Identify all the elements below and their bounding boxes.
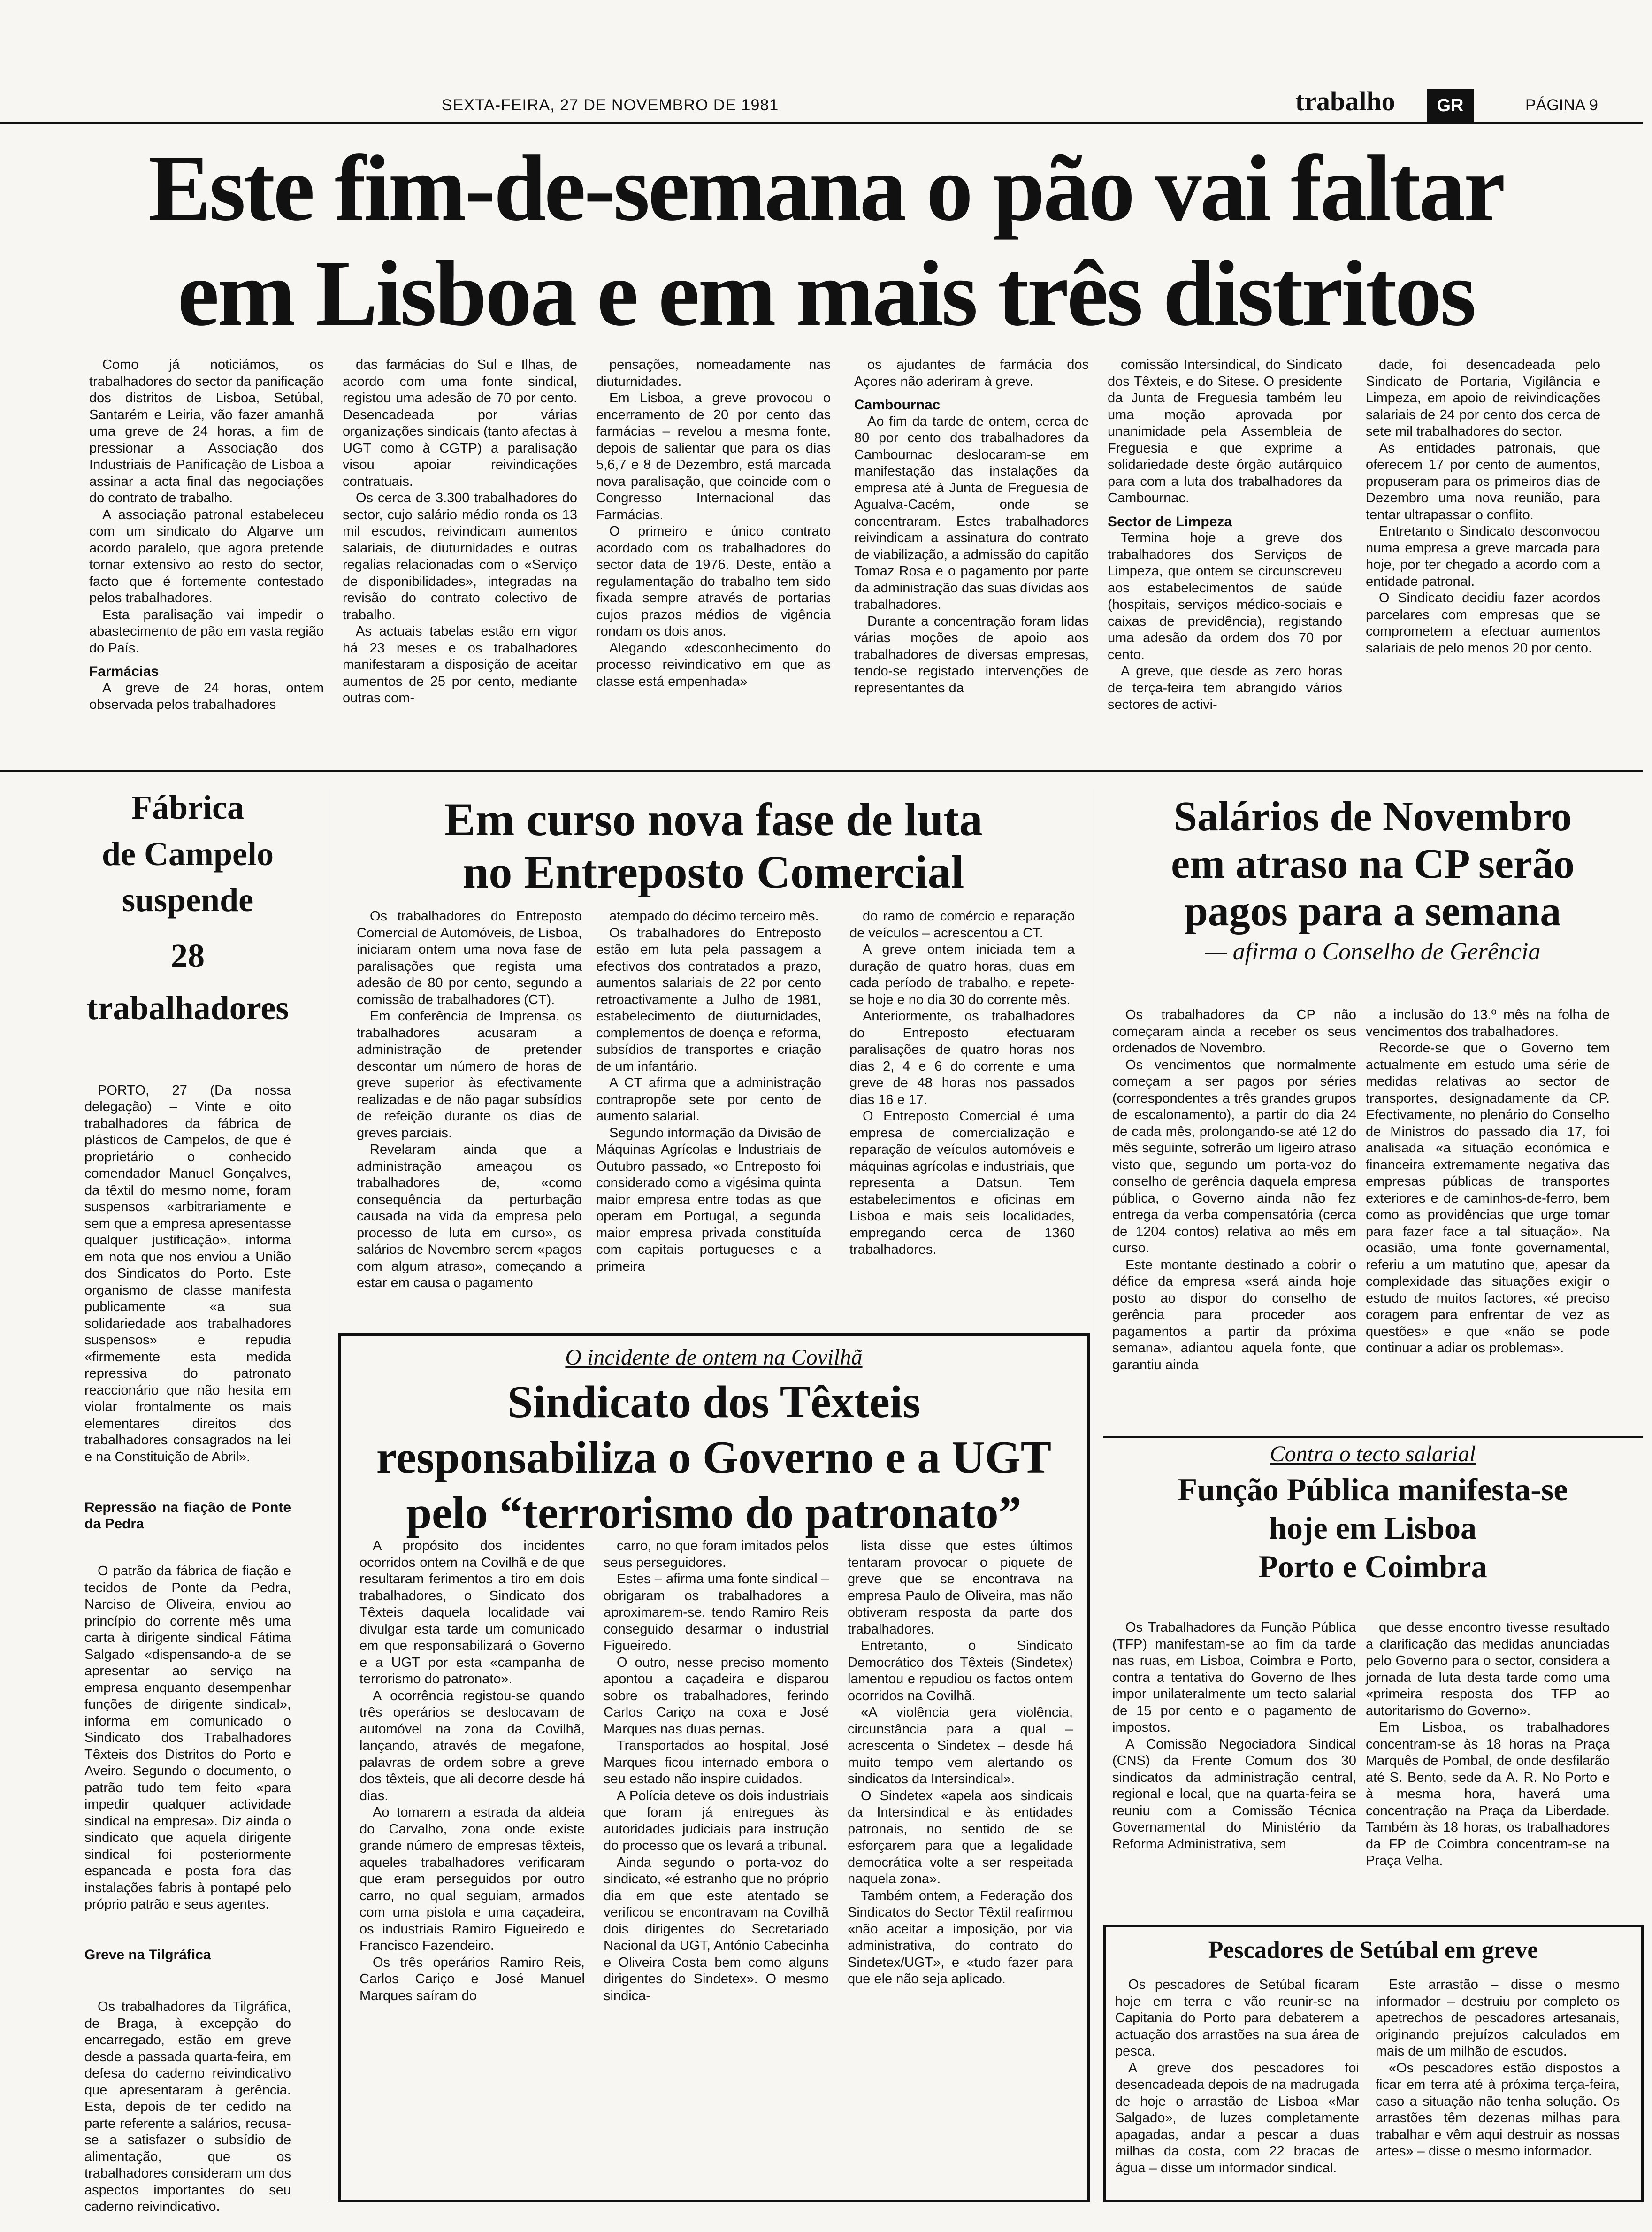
campelo-headline-line: suspende xyxy=(122,881,254,919)
text-column xyxy=(1366,1007,1610,1429)
paragraph: Entretanto, o Sindicato Democrático dos Têxteis (Sindetex) lamentou e repudiou os factos ontem ocorridos na Covilhã. xyxy=(848,1638,1073,1703)
entreposto-headline-line: no Entreposto Comercial xyxy=(462,846,964,898)
funcao-headline-line: hoje em Lisboa xyxy=(1269,1510,1476,1546)
newspaper-section-brand: trabalho xyxy=(1295,86,1395,116)
paragraph: a inclusão do 13.º mês na folha de vencimentos dos trabalhadores. xyxy=(1366,1007,1610,1039)
paragraph: As entidades patronais, que oferecem 17 por cento de aumentos, propuseram para os primeiros dias de Dezembro uma nova reunião, para tentar ultrapassar o conflito. xyxy=(1366,440,1600,522)
text-column xyxy=(1376,1977,1620,2193)
paragraph: A ocorrência registou-se quando três operários se deslocavam de automóvel na zona da Covilhã, lançando, através de megafone, palavras de ordem sobre a greve dos têxteis, que ali decorre desde há dias. xyxy=(359,1688,585,1803)
text-column xyxy=(849,908,1075,1321)
paragraph: atempado do décimo terceiro mês. xyxy=(609,909,819,924)
text-column xyxy=(1112,1007,1356,1429)
text-column xyxy=(604,1538,829,2190)
text-column xyxy=(1115,1977,1359,2193)
paragraph: PORTO, 27 (Da nossa delegação) – Vinte e oito trabalhadores da fábrica de plásticos de Campelos, de que é proprietário o conhecido comendador Manuel Gonçalves, da têxtil do mesmo nome, foram suspensos «arbitrariamente e sem que a empresa apresentasse qualquer justificação», informa em nota que nos enviou a União dos Sindicatos do Porto. Este organismo de classe manifesta publicamente «a sua solidariedade aos trabalhadores suspensos» e repudia «firmemente esta medida repressiva do patronato reaccionário que não hesita em violar frontalmente os mais elementares direitos dos trabalhadores consagrados na lei e na Constituição de Abril». xyxy=(84,1082,291,1465)
issue-date: SEXTA-FEIRA, 27 DE NOVEMBRO DE 1981 xyxy=(441,96,779,114)
paragraph: Os trabalhadores do Entreposto estão em luta pela passagem a efectivos dos contratados a prazo, aumentos salariais de 22 por cento retroactivamente a Julho de 1981, estabelecimento de diuturnidades, complementos de doença e reforma, subsídios de transportes e criação de um infantário. xyxy=(596,925,821,1074)
paragraph: O primeiro e único contrato acordado com os trabalhadores do sector data de 1976. Deste, então a regulamentação do trabalho tem sido fixada sempre através de portarias cujos prazos médios de vigência rondam os dois anos. xyxy=(596,524,831,639)
paragraph: Durante a concentração foram lidas várias moções de apoio aos trabalhadores de diversas empresas, tendo-se registado intervenções de representantes da xyxy=(854,614,1089,696)
campelo-headline xyxy=(66,789,310,1027)
text-column xyxy=(1108,357,1342,765)
paragraph: Em Lisboa, os trabalhadores concentram-se às 18 horas na Praça Marquês de Pombal, de onde desfilarão até S. Bento, sede da A. R. No Porto e à mesma hora, haverá uma concentração na Praça da Liberdade. Também às 18 horas, os trabalhadores da FP de Coimbra concentram-se na Praça Velha. xyxy=(1366,1720,1610,1868)
covilha-kicker: O incidente de ontem na Covilhã xyxy=(565,1345,863,1370)
funcao-headline-line: Porto e Coimbra xyxy=(1258,1549,1487,1585)
paragraph: pensações, nomeadamente nas diuturnidades. xyxy=(596,357,831,389)
text-column xyxy=(359,1538,585,2190)
paragraph: carro, no que foram imitados pelos seus perseguidores. xyxy=(604,1538,829,1570)
lead-bottom-rule xyxy=(0,770,1643,772)
covilha-box xyxy=(338,1333,1090,2202)
text-column xyxy=(343,357,577,765)
campelo-subhead-1: Repressão na fiação de Ponte da Pedra xyxy=(84,1499,291,1532)
paragraph: Revelaram ainda que a administração ameaçou os trabalhadores de, «como consequência da perturbação causada na vida da empresa pelo processo de luta em curso», os salários de Novembro serem «pagos com algum atraso», começando a estar em causa o pagamento xyxy=(357,1142,582,1290)
paragraph: A greve, que desde as zero horas de terça-feira tem abrangido vários sectores de activi- xyxy=(1108,664,1342,712)
paragraph: A CT afirma que a administração contrapropõe sete por cento de aumento salarial. xyxy=(596,1075,821,1124)
paragraph: Os trabalhadores da Tilgráfica, de Braga, à excepção do encarregado, estão em greve desde a passada quarta-feira, em defesa do caderno reivindicativo que apresentaram à gerência. Esta, depois de ter cedido na parte referente a salários, recusa-se a satisfazer o subsídio de alimentação, que os trabalhadores consideram um dos aspectos importantes do seu caderno reivindicativo. xyxy=(84,1999,291,2214)
paragraph: Termina hoje a greve dos trabalhadores dos Serviços de Limpeza, que ontem se circunscreveu aos estabelecimentos de saúde (hospitais, serviços médico-sociais e caixas de previdência), registando uma adesão da ordem dos 70 por cento. xyxy=(1108,530,1342,662)
paragraph: O patrão da fábrica de fiação e tecidos de Ponte da Pedra, Narciso de Oliveira, enviou ao princípio do corrente mês uma carta à dirigente sindical Fátima Salgado «dispensando-a de se apresentar ao serviço na empresa enquanto desempenhar funções de dirigente sindical», informa em comunicado o Sindicato dos Trabalhadores Têxteis dos Distritos do Porto e Aveiro. Segundo o documento, o patrão tudo tem feito «para impedir qualquer actividade sindical na empresa». Diz ainda o sindicato que aquela dirigente sindical foi posteriormente espancada e posta fora das instalações fabris à pontapé pelo próprio patrão e seus agentes. xyxy=(84,1564,291,1912)
campelo-headline-line: Fábrica xyxy=(131,789,244,826)
paragraph: Os vencimentos que normalmente começam a ser pagos por séries (correspondentes a três grandes grupos de escalonamento), a partir do dia 24 de cada mês, prolongando-se até 12 do mês seguinte, sofrerão um ligeiro atraso visto que, segundo um porta-voz do conselho de gerência daquela empresa pública, o Governo ainda não fez entrega da verba compensatória (cerca de 1204 contos) relativa ao mês em curso. xyxy=(1112,1057,1356,1256)
lead-headline-line-1: Este fim-de-semana o pão vai faltar xyxy=(148,137,1504,240)
paragraph: A Comissão Negociadora Sindical (CNS) da Frente Comum dos 30 sindicatos da administração central, regional e local, que na quarta-feira se reuniu com a Comissão Técnica Governamental do Ministério da Reforma Administrativa, sem xyxy=(1112,1736,1356,1852)
text-column xyxy=(1366,357,1600,765)
paragraph: comissão Intersindical, do Sindicato dos Têxteis, e do Sitese. O presidente da Junta de Freguesia também leu uma moção aprovada por unanimidade pela Assembleia de Freguesia e que exprime a solidariedade deste órgão autárquico para com a luta dos trabalhadores da Cambournac. xyxy=(1108,357,1342,506)
text-column xyxy=(848,1538,1073,2190)
paragraph: lista disse que estes últimos tentaram provocar o piquete de greve que se encontrava na empresa Paulo de Oliveira, mas não obtiveram resposta da parte dos trabalhadores. xyxy=(848,1538,1073,1637)
paragraph: Transportados ao hospital, José Marques ficou internado embora o seu estado não inspire cuidados. xyxy=(604,1738,829,1787)
entreposto-headline-line: Em curso nova fase de luta xyxy=(444,793,983,845)
text-column xyxy=(1366,1619,1610,1910)
paragraph: Em Lisboa, a greve provocou o encerramento de 20 por cento das farmácias – revelou a mesma fonte, depois de salientar que para os dias 5,6,7 e 8 de Dezembro, está marcada nova paralisação, que coincide com o Congresso Internacional das Farmácias. xyxy=(596,391,831,522)
paragraph: os ajudantes de farmácia dos Açores não aderiram à greve. xyxy=(854,357,1089,389)
paragraph: Os trabalhadores do Entreposto Comercial de Automóveis, de Lisboa, iniciaram ontem uma nova fase de paralisações que regista uma adesão de 80 por cento, segundo a comissão de trabalhadores (CT). xyxy=(357,909,582,1007)
paragraph: As actuais tabelas estão em vigor há 23 meses e os trabalhadores manifestaram a disposição de aceitar aumentos de 25 por cento, mediante outras com- xyxy=(343,624,577,706)
funcao-kicker: Contra o tecto salarial xyxy=(1270,1442,1476,1466)
campelo-headline-line: 28 xyxy=(171,936,205,974)
paragraph: Anteriormente, os trabalhadores do Entreposto efectuaram paralisações de quatro horas nos dias 2, 4 e 6 do corrente e uma greve de 48 horas nos passados dias 16 e 17. xyxy=(849,1009,1075,1107)
campelo-headline-line: trabalhadores xyxy=(86,989,289,1027)
newspaper-logo-icon: GR xyxy=(1427,89,1474,122)
cp-deck: — afirma o Conselho de Gerência xyxy=(1205,938,1541,966)
paragraph: O outro, nesse preciso momento apontou a caçadeira e disparou sobre os trabalhadores, ferindo Carlos Cariço na coxa e José Marques nas duas pernas. xyxy=(604,1655,829,1737)
lead-headline-line-2: em Lisboa e em mais três distritos xyxy=(177,242,1475,345)
paragraph: Os Trabalhadores da Função Pública (TFP) manifestam-se ao fim da tarde nas ruas, em Lisboa, Coimbra e Porto, contra a tentativa do Governo de lhes impor unilateralmente um tecto salarial de 15 por cento e o pagamento de impostos. xyxy=(1112,1620,1356,1735)
paragraph: A Polícia deteve os dois industriais que foram já entregues às autoridades judiciais para instrução do processo que os levará a tribunal. xyxy=(604,1788,829,1853)
paragraph: Em conferência de Imprensa, os trabalhadores acusaram a administração de pretender descontar um número de horas de greve superior às efectivamente realizadas e de não pagar subsídios de refeição durante os dias de greves parciais. xyxy=(357,1009,582,1141)
paragraph: Os pescadores de Setúbal ficaram hoje em terra e vão reunir-se na Capitania do Porto para debaterem a actuação dos arrastões na sua área de pesca. xyxy=(1115,1977,1359,2059)
covilha-headline-line: pelo “terrorismo do patronato” xyxy=(406,1487,1022,1538)
subhead: Cambournac xyxy=(854,397,941,413)
paragraph: do ramo de comércio e reparação de veículos – acrescentou a CT. xyxy=(849,909,1075,941)
campelo-body xyxy=(84,1066,291,2214)
paragraph: Recorde-se que o Governo tem actualmente em estudo uma série de medidas relativas ao sector de transportes, designadamente da CP. Efectivamente, no plenário do Conselho de Ministros do passado dia 17, foi analisada «a situação económica e financeira extremamente negativa das empresas públicas de transportes exteriores e de caminhos-de-ferro, bem como as providências que urge tomar para fazer face a tal situação». Na ocasião, uma fonte governamental, referiu a um matutino que, apesar da complexidade das situações exigir o estudo de muitos factores, «é preciso coragem para enfrentar de vez as questões» e que «não se pode continuar a adiar os problemas». xyxy=(1366,1041,1610,1356)
paragraph: que desse encontro tivesse resultado a clarificação das medidas anunciadas pelo Governo para o sector, considera a jornada de luta desta tarde como uma «primeira resposta dos TFP ao autoritarismo do Governo». xyxy=(1366,1620,1610,1718)
lead-headline xyxy=(0,136,1652,346)
cp-headline-line: Salários de Novembro xyxy=(1173,793,1572,840)
paragraph: Ao fim da tarde de ontem, cerca de 80 por cento dos trabalhadores da Cambournac deslocaram-se em manifestação das instalações da empresa até à Junta de Freguesia de Agualva-Cacém, onde se concentraram. Estes trabalhadores reivindicam a assinatura do contrato de viabilização, a admissão do capitão Tomaz Rosa e o pagamento por parte da administração das suas dívidas aos trabalhadores. xyxy=(854,414,1089,612)
paragraph: Este arrastão – disse o mesmo informador – destruiu por completo os apetrechos de pescadores artesanais, originando prejuízos calculados em mais de um milhão de escudos. xyxy=(1376,1977,1620,2059)
cp-headline xyxy=(1103,793,1643,966)
header-rule xyxy=(0,122,1643,124)
paragraph: A greve dos pescadores foi desencadeada depois de na madrugada de hoje o arrastão de Lisboa «Mar Salgado», de luzes completamente apagadas, andar a pescar a duas milhas da costa, com 22 bracas de água – disse um informador sindical. xyxy=(1115,2060,1359,2176)
paragraph: Os cerca de 3.300 trabalhadores do sector, cujo salário médio ronda os 13 mil escudos, reivindicam aumentos salariais, de diuturnidades e outras regalias relacionadas com o «Serviço de disponibilidades», integradas na revisão do contrato colectivo de trabalho. xyxy=(343,491,577,622)
paragraph: O Sindetex «apela aos sindicais da Intersindical e às entidades patronais, no sentido de se esforçarem para que a legalidade democrática volte a ser respeitada naquela zona». xyxy=(848,1788,1073,1887)
paragraph: A greve de 24 horas, ontem observada pelos trabalhadores xyxy=(89,680,324,712)
paragraph: das farmácias do Sul e Ilhas, de acordo com uma fonte sindical, registou uma adesão de 70 por cento. Desencadeada por várias organizações sindicais (tanto afectas à UGT como à CGTP) a paralisação visou apoiar reivindicações contratuais. xyxy=(343,357,577,489)
covilha-headline-line: Sindicato dos Têxteis xyxy=(507,1377,921,1427)
text-column xyxy=(854,357,1089,765)
text-column xyxy=(1112,1619,1356,1910)
paragraph: O Entreposto Comercial é uma empresa de comercialização e reparação de veículos automóveis e máquinas agrícolas e industriais, que representa a Datsun. Tem estabelecimentos e oficinas em Lisboa e mais seis localidades, empregando cerca de 1360 trabalhadores. xyxy=(849,1109,1075,1257)
text-column xyxy=(357,908,582,1321)
paragraph: O Sindicato decidiu fazer acordos parcelares com empresas que se comprometem a efectuar aumentos salariais de pelo menos 20 por cento. xyxy=(1366,591,1600,656)
campelo-headline-line: de Campelo xyxy=(102,835,274,873)
paragraph: Ainda segundo o porta-voz do sindicato, «é estranho que no próprio dia em que este atentado se verificou se encontravam na Covilhã dois dirigentes do Secretariado Nacional da UGT, António Cabecinha e Oliveira Costa bem como alguns dirigentes do Sindetex». O mesmo sindica- xyxy=(604,1855,829,2003)
subhead: Sector de Limpeza xyxy=(1108,514,1232,529)
cp-headline-line: pagos para a semana xyxy=(1184,888,1561,935)
setubal-headline: Pescadores de Setúbal em greve xyxy=(1208,1937,1538,1964)
funcao-headline-line: Função Pública manifesta-se xyxy=(1178,1472,1568,1507)
campelo-subhead-2: Greve na Tilgráfica xyxy=(84,1947,211,1963)
section-rule xyxy=(1103,1436,1643,1438)
paragraph: Alegando «desconhecimento do processo reivindicativo em que as classe está empenhada» xyxy=(596,640,831,689)
paragraph: Este montante destinado a cobrir o défice da empresa «será ainda hoje posto ao dispor do conselho de gerência para proceder aos pagamentos a partir da próxima semana», adiantou aquela fonte, que garantiu ainda xyxy=(1112,1257,1356,1373)
page-number: PÁGINA 9 xyxy=(1525,96,1598,114)
text-column xyxy=(596,357,831,765)
setubal-box xyxy=(1103,1925,1644,2202)
subhead: Farmácias xyxy=(89,664,159,679)
text-column xyxy=(596,908,821,1321)
paragraph: dade, foi desencadeada pelo Sindicato de Portaria, Vigilância e Limpeza, em apoio de reivindicações salariais de 24 por cento dos cerca de sete mil trabalhadores do sector. xyxy=(1366,357,1600,439)
paragraph: Esta paralisação vai impedir o abastecimento de pão em vasta região do País. xyxy=(89,607,324,656)
paragraph: Ao tomarem a estrada da aldeia do Carvalho, zona onde existe grande número de empresas têxteis, aqueles trabalhadores verificaram que eram perseguidos por outro carro, no qual seguiam, armados com uma pistola e uma caçadeira, os industriais Ramiro Figueiredo e Francisco Fazendeiro. xyxy=(359,1805,585,1953)
entreposto-headline xyxy=(338,793,1089,898)
paragraph: Como já noticiámos, os trabalhadores do sector da panificação dos distritos de Lisboa, Setúbal, Santarém e Leiria, vão fazer amanhã uma greve de 24 horas, a fim de pressionar a Associação dos Industriais de Panificação de Lisboa a assinar a acta final das negociações do contrato de trabalho. xyxy=(89,357,324,506)
paragraph: «Os pescadores estão dispostos a ficar em terra até à próxima terça-feira, caso a situação não tenha solução. Os arrastões têm dezenas milhas para trabalhar e vêm aqui destruir as nossas artes» – disse o mesmo informador. xyxy=(1376,2060,1620,2159)
paragraph: Segundo informação da Divisão de Máquinas Agrícolas e Industriais de Outubro passado, «o Entreposto foi considerado como a vigésima quinta maior empresa entre todas as que operam em Portugal, a segunda maior empresa privada constituída com capitais portugueses e a primeira xyxy=(596,1125,821,1274)
paragraph: A associação patronal estabeleceu com um sindicato do Algarve um acordo paralelo, que agora pretende tornar extensivo ao resto do sector, facto que é fortemente contestado pelos trabalhadores. xyxy=(89,507,324,606)
paragraph: A greve ontem iniciada tem a duração de quatro horas, duas em cada período de trabalho, e repete-se hoje e no dia 30 do corrente mês. xyxy=(849,942,1075,1007)
paragraph: Também ontem, a Federação dos Sindicatos do Sector Têxtil reafirmou «não aceitar a imposição, por via administrativa, do contrato do Sindetex/UGT», e «tudo fazer para que ele não seja aplicado. xyxy=(848,1888,1073,1987)
paragraph: A propósito dos incidentes ocorridos ontem na Covilhã e de que resultaram ferimentos a tiro em dois trabalhadores, o Sindicato dos Têxteis daquela localidade vai divulgar esta tarde um comunicado em que responsabilizará o Governo e a UGT por esta «campanha de terrorismo do patronato». xyxy=(359,1538,585,1687)
cp-headline-line: em atraso na CP serão xyxy=(1171,840,1575,887)
paragraph: Entretanto o Sindicato desconvocou numa empresa a greve marcada para hoje, por ter chegado a acordo com a entidade patronal. xyxy=(1366,524,1600,589)
covilha-headline-line: responsabiliza o Governo e a UGT xyxy=(376,1432,1052,1483)
paragraph: «A violência gera violência, circunstância para a qual – acrescenta o Sindetex – desde há muito tempo vem alertando os sindicatos da Intersindical». xyxy=(848,1705,1073,1787)
funcao-headline xyxy=(1103,1441,1643,1584)
paragraph: Os três operários Ramiro Reis, Carlos Cariço e José Manuel Marques saíram do xyxy=(359,1955,585,2003)
paragraph: Os trabalhadores da CP não começaram ainda a receber os seus ordenados de Novembro. xyxy=(1112,1007,1356,1056)
paragraph: Estes – afirma uma fonte sindical – obrigaram os trabalhadores a aproximarem-se, tendo Ramiro Reis conseguido desarmar o industrial Figueiredo. xyxy=(604,1572,829,1653)
text-column xyxy=(89,357,324,765)
